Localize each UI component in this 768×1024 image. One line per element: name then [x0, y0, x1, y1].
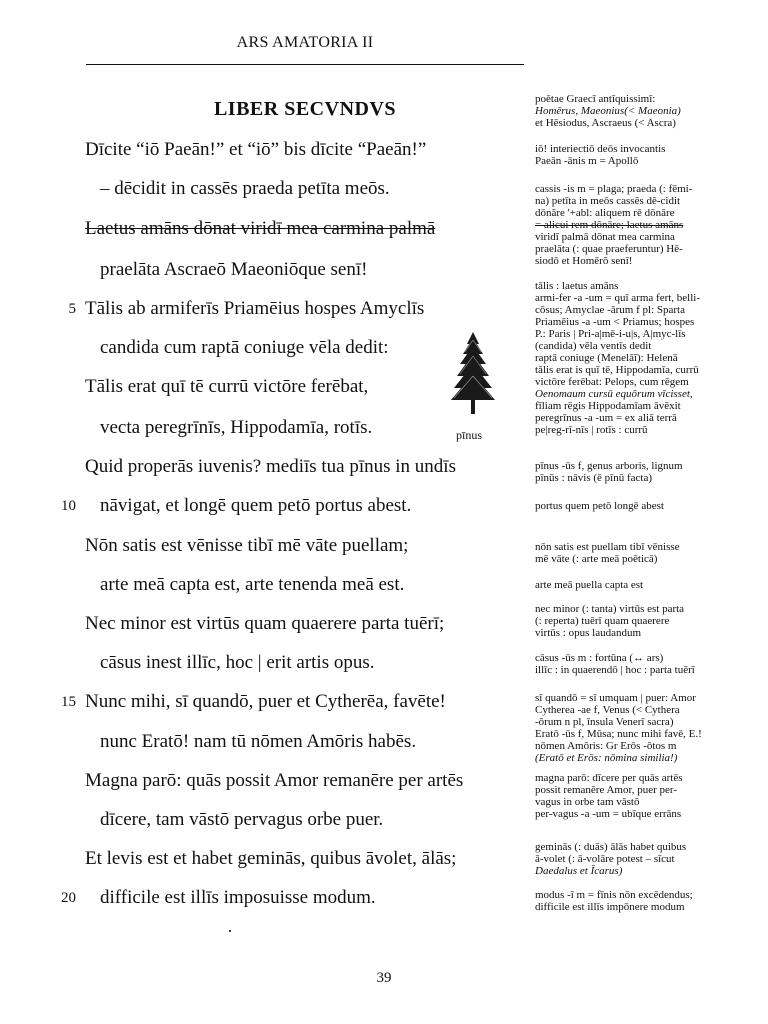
gloss-block	[535, 603, 750, 639]
verse-line: Et levis est et habet geminās, quibus āvolet, ālās;	[85, 848, 457, 869]
gloss-line: magna parō: dīcere per quās artēs	[535, 772, 683, 784]
gloss-line: Daedalus et Īcarus)	[535, 865, 623, 877]
gloss-line: raptā coniuge (Menelāī): Helenā	[535, 352, 678, 364]
gloss-line: illīc : in quaerendō | hoc : parta tuērī	[535, 664, 695, 676]
gloss-line: et Hēsiodus, Ascraeus (< Ascra)	[535, 117, 676, 129]
gloss-line: sī quandō = sī umquam | puer: Amor	[535, 692, 696, 704]
gloss-line: praelāta (: quae praeferuntur) Hē-	[535, 243, 683, 255]
line-number: 15	[61, 694, 76, 710]
gloss-block	[535, 280, 750, 436]
gloss-block	[535, 579, 750, 591]
gloss-block	[535, 652, 750, 676]
verse-line: Dīcite “iō Paeān!” et “iō” bis dīcite “Paeān!”	[85, 139, 427, 160]
gloss-line: cassis -is m = plaga; praeda (: fēmi-	[535, 183, 693, 195]
gloss-block	[535, 500, 750, 512]
page-number: 39	[376, 970, 392, 986]
gloss-line: mē vāte (: arte meā poēticā)	[535, 553, 658, 565]
gloss-line: Oenomaum cursū equōrum vīcisset,	[535, 388, 693, 400]
verse-line: Nunc mihi, sī quandō, puer et Cytherēa, favēte!	[85, 691, 446, 712]
gloss-line: ā-volet (: ā-volāre potest – sīcut	[535, 853, 675, 865]
gloss-line: Paeān -ānis m = Apollō	[535, 155, 639, 167]
gloss-line: portus quem petō longē abest	[535, 500, 664, 512]
gloss-line: (Eratō et Erōs: nōmina similia!)	[535, 752, 678, 764]
gloss-line: tālis : laetus amāns	[535, 280, 619, 292]
gloss-line: pīnus -ūs f, genus arboris, lignum	[535, 460, 683, 472]
gloss-line: nec minor (: tanta) virtūs est parta	[535, 603, 685, 615]
line-number: 5	[68, 301, 76, 317]
gloss-line: victōre ferēbat: Pelops, cum rēgem	[535, 376, 689, 388]
line-number: 10	[61, 498, 76, 514]
gloss-line: iō! interiectiō deōs invocantis	[535, 143, 666, 155]
verse-line: Nōn satis est vēnisse tibī mē vāte puellam;	[85, 535, 409, 556]
gloss-line: possit remanēre Amor, puer per-	[535, 784, 677, 796]
gloss-line: virtūs : opus laudandum	[535, 627, 642, 639]
gloss-line: (candida) vēla ventīs dedit	[535, 340, 652, 352]
gloss-line: nōmen Amōris: Gr Erōs -ōtos m	[535, 740, 677, 752]
gloss-block	[535, 772, 750, 820]
gloss-line: Priamēius -a -um < Priamus; hospes	[535, 316, 695, 328]
verse-line: praelāta Ascraeō Maeoniōque senī!	[100, 259, 368, 280]
gloss-line: = alicui rem dōnāre; laetus amāns	[535, 219, 684, 231]
verse-line: nunc Eratō! nam tū nōmen Amōris habēs.	[100, 731, 417, 752]
gloss-block	[535, 460, 750, 484]
verse-line: cāsus inest illīc, hoc | erit artis opus.	[100, 652, 375, 673]
book-title: LIBER SECVNDVS	[213, 98, 397, 120]
gloss-line: Homērus, Maeonius(< Maeonia)	[535, 105, 681, 117]
gloss-line: armi-fer -a -um = quī arma fert, belli-	[535, 292, 701, 304]
gloss-line: per-vagus -a -um = ubīque errāns	[535, 808, 682, 820]
gloss-line: siodō et Homērō senī!	[535, 255, 633, 267]
gloss-line: peregrīnus -a -um = ex aliā terrā	[535, 412, 677, 424]
gloss-line: pe|reg-rī-nīs | rotīs : currū	[535, 424, 648, 436]
verse-line: vecta peregrīnīs, Hippodamīa, rotīs.	[100, 417, 373, 438]
gloss-line: Cytherea -ae f, Venus (< Cythera	[535, 704, 680, 716]
gloss-line: geminās (: duās) ālās habet quibus	[535, 841, 687, 853]
gloss-line: vagus in orbe tam vāstō	[535, 796, 640, 808]
verse-line: dīcere, tam vāstō pervagus orbe puer.	[100, 809, 384, 830]
gloss-line: cāsus -ūs m : fortūna (↔ ars)	[535, 652, 664, 664]
gloss-block	[535, 889, 750, 913]
gloss-block	[535, 541, 750, 565]
gloss-block	[535, 692, 750, 764]
verse-line: nāvigat, et longē quem petō portus abest.	[100, 495, 412, 516]
gloss-line: difficile est illīs impōnere modum	[535, 901, 685, 913]
verse-line: candida cum raptā coniuge vēla dedit:	[100, 337, 389, 358]
figure-label: pīnus	[456, 428, 483, 442]
gloss-line: P.: Paris | Pri-a|mē-i-u|s, A|myc-līs	[535, 328, 686, 340]
gloss-line: pīnūs : nāvis (ē pīnū facta)	[535, 472, 652, 484]
gloss-line: nōn satis est puellam tibī vēnisse	[535, 541, 680, 553]
gloss-line: Eratō -ūs f, Mūsa; nunc mihi favē, E.!	[535, 728, 702, 740]
verse-line: Magna parō: quās possit Amor remanēre per artēs	[85, 770, 464, 791]
verse-line: Nec minor est virtūs quam quaerere parta tuērī;	[85, 613, 445, 634]
gloss-block	[535, 93, 750, 129]
gloss-line: modus -ī m = fīnis nōn excēdendus;	[535, 889, 693, 901]
verse-line: Tālis erat quī tē currū victōre ferēbat,	[85, 376, 369, 397]
gloss-line: cōsus; Amyclae -ārum f pl: Sparta	[535, 304, 685, 316]
gloss-line: poētae Graecī antīquissimī:	[535, 93, 656, 105]
gloss-line: (: reperta) tuērī quam quaerere	[535, 615, 670, 627]
gloss-line: fīliam rēgis Hippodamīam āvēxit	[535, 400, 681, 412]
line-number: 20	[61, 890, 76, 906]
gloss-block	[535, 183, 750, 267]
gloss-block	[535, 143, 750, 167]
pine-tree-icon	[448, 330, 498, 420]
gloss-block	[535, 841, 750, 877]
gloss-line: viridī palmā dōnat mea carmina	[535, 231, 675, 243]
gloss-line: arte meā puella capta est	[535, 579, 644, 591]
gloss-line: dōnāre '+abl: aliquem rē dōnāre	[535, 207, 675, 219]
verse-line: difficile est illīs imposuisse modum.	[100, 887, 376, 908]
header-rule	[86, 64, 524, 65]
gloss-line: tālis erat is quī tē, Hippodamīa, currū	[535, 364, 699, 376]
running-head: ARS AMATORIA II	[236, 34, 374, 51]
scan-speck	[229, 930, 231, 932]
gloss-line: na) petīta in meōs cassēs dē-cidit	[535, 195, 681, 207]
verse-line: Tālis ab armiferīs Priamēius hospes Amyclīs	[85, 298, 425, 319]
verse-line: Laetus amāns dōnat viridī mea carmina palmā	[85, 218, 436, 239]
verse-line: Quid properās iuvenis? mediīs tua pīnus in undīs	[85, 456, 456, 477]
verse-line: – dēcidit in cassēs praeda petīta meōs.	[100, 178, 390, 199]
gloss-line: -ōrum n pl, īnsula Venerī sacra)	[535, 716, 674, 728]
verse-line: arte meā capta est, arte tenenda meā est.	[100, 574, 405, 595]
